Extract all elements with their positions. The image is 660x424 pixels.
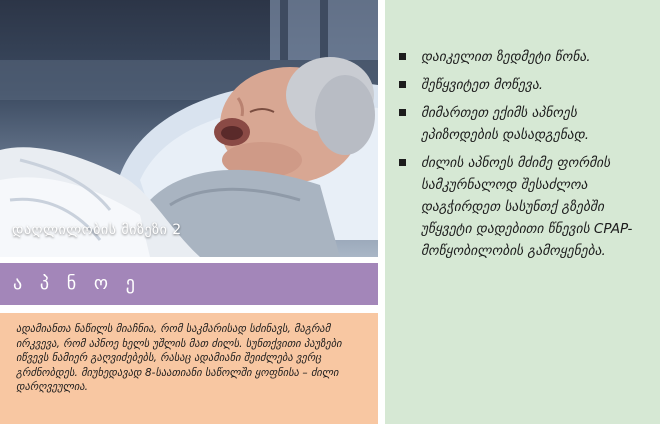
- tip-item: [399, 152, 649, 262]
- photo-illustration: [0, 0, 378, 257]
- square-bullet-icon: [399, 53, 406, 60]
- square-bullet-icon: [399, 81, 406, 88]
- tip-text: დაიკელით ზედმეტი წონა.: [421, 49, 591, 65]
- tips-panel: [385, 0, 660, 424]
- tip-text: ძილის აპნოეს მძიმე ფორმის სამკურნალოდ შესაძლოა დაგჭირდეთ სასუნთქ გზებში უწყვეტი დადებითი წნევის CPAP- მოწყობილობის გამოყენება.: [421, 155, 633, 259]
- tip-item: [399, 102, 649, 146]
- photo-caption: დაღლილობის მიზეზი 2: [12, 222, 182, 238]
- square-bullet-icon: [399, 109, 406, 116]
- section-title: ა პ ნ ო ე: [13, 273, 141, 294]
- square-bullet-icon: [399, 159, 406, 166]
- description-text: ადამიანთა ნაწილს მიაჩნია, რომ საკმარისად სძინავს, მაგრამ ირკვევა, რომ აპნოე ხელს უშლის მათ ძილს. სუნთქვითი პაუზები იწვევს ნამიერ გაღვიძებებს, რასაც ადამიანი შეიძლება ვერც გრძნობდეს. მიუხედავად 8-საათიანი საწოლში ყოფნისა – ძილი დარღვეულია.: [16, 323, 342, 393]
- tip-item: [399, 46, 649, 68]
- tip-text: მიმართეთ ექიმს აპნოეს ეპიზოდების დასადგენად.: [421, 105, 590, 143]
- description-box: [0, 313, 378, 424]
- sleeping-man-photo: [0, 0, 378, 257]
- tip-text: შეწყვიტეთ მოწევა.: [421, 77, 544, 93]
- title-band: [0, 263, 378, 305]
- tip-item: [399, 74, 649, 96]
- tips-list: [399, 46, 649, 268]
